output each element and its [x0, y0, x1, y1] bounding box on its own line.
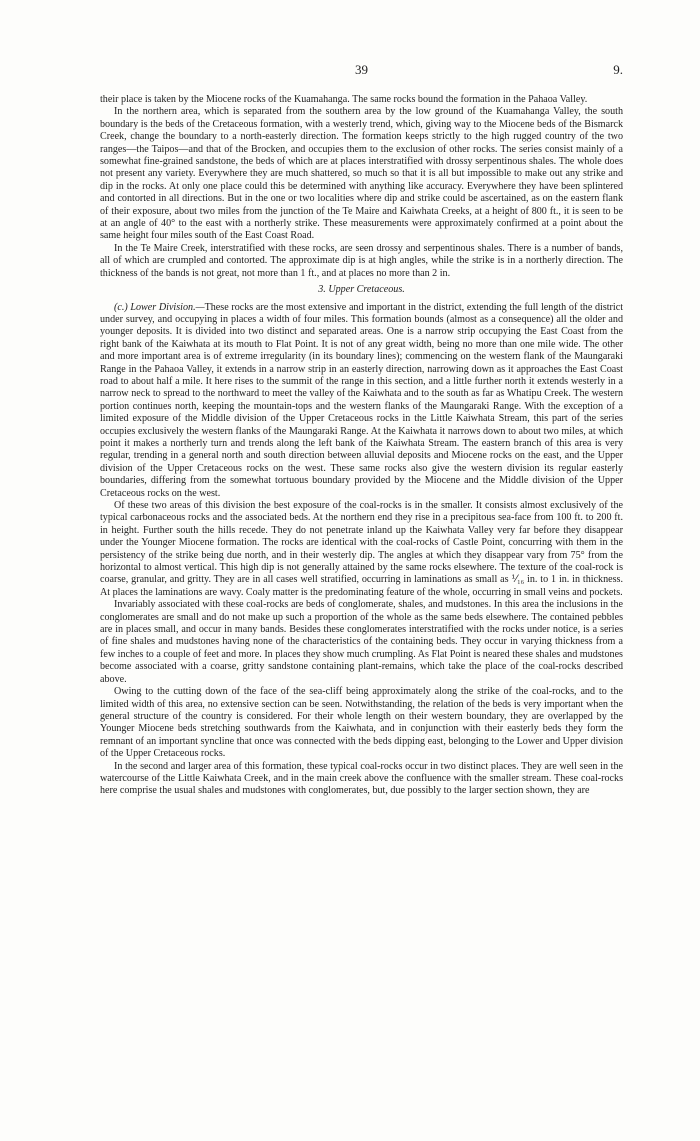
- paragraph: their place is taken by the Miocene rocks of the Kuamahanga. The same rocks bound the formation in the Pahaoa Valley.: [100, 94, 588, 105]
- document-reference: 9.: [613, 62, 623, 77]
- paragraph: Owing to the cutting down of the face of the sea-cliff being approximately along the strike of the coal-rocks, and to the limited width of this area, no extensive section can be seen. Notwithstanding, the relation of the beds is very important when the general structure of the country is considered. For their whole length on their western boundary, they are overlapped by the Younger Miocene beds stretching southwards from the Kaiwhata, and in conjunction with their easterly beds they form the remnant of an important syncline that once was connected with the beds dipping east, belonging to the Lower and Upper division of the Upper Cretaceous rocks.: [100, 686, 623, 760]
- subsection-label: (c.) Lower Division.—: [114, 301, 205, 313]
- section-heading: [100, 284, 623, 296]
- paragraph: In the Te Maire Creek, interstratified with these rocks, are seen drossy and serpentinous shales. There is a number of bands, all of which are crumpled and contorted. The approximate dip is at high angles, while the strike is in a northerly direction. The thickness of the bands is not great, not more than 1 ft., and at places no more than 2 in.: [100, 242, 623, 279]
- paragraph: [100, 302, 623, 501]
- paragraph: In the second and larger area of this formation, these typical coal-rocks occur in two distinct places. They are well seen in the watercourse of the Little Kaiwhata Creek, and in the main creek above the confluence with the smaller stream. These coal-rocks here comprise the usual shales and mudstones with conglomerates, but, due possibly to the larger section shown, they are: [100, 760, 623, 797]
- page-number: 39: [355, 62, 368, 77]
- paragraph: Of these two areas of this division the best exposure of the coal-rocks is in the smaller. It consists almost exclusively of the typical carbonaceous rocks and the associated beds. At the northern end they rise in a precipitous sea-face from 100 ft. to 200 ft. in height. Further south the hills recede. They do not penetrate inland up the Kaiwhata Valley very far before they disappear under the Younger Miocene formation. The rocks are identical with the coal-rocks of Castle Point, concurring with them in the persistency of the strike being due north, and in their westerly dip. The angles at which they disappear vary from 75° from the horizontal to almost vertical. This high dip is not generally attained by the same rocks elsewhere. The texture of the coal-rock is coarse, granular, and gritty. They are in all cases well stratified, occurring in laminations as small as ⅟₁₆ in. to 1 in. in thickness. At places the laminations are wavy. Coaly matter is the predominating feature of the whole, occurring in small veins and pockets.: [100, 500, 623, 598]
- paragraph-text: These rocks are the most extensive and important in the district, extending the full length of the district under survey, and occupying in places a width of four miles. This formation bounds (almost as a consequence) all the older and younger deposits. It is divided into two distinct and separated areas. One is a narrow strip occupying the East Coast from the right bank of the Kaiwhata at its mouth to Flat Point. It is not of any great width, being no more than one mile wide. The other and more important area is of extreme irregularity (in its boundary lines); commencing on the western flank of the Maungaraki Range in the Pahaoa Valley, it extends in a narrow strip in an easterly direction, narrowing down as it approaches the East Coast road to about half a mile. It here rises to the summit of the range in this section, and a little further north it extends westerly in a narrow neck to spread to the northward to meet the valley of the Kaiwhata and to the south as far as Whatipu Creek. The western portion continues north, keeping the mountain-tops and the western flanks of the Maungaraki Range. With the exception of a limited exposure of the Middle division of the Upper Cretaceous rocks in the Little Kaiwhata Stream, this part of the series occupies exclusively the western flanks of the Maungaraki Range. At the Kaiwhata it narrows down to about two miles, at which point it makes a northerly turn and trends along the left bank of the Kaiwhata Stream. The eastern branch of this area is very regular, trending in a general north and south direction between alluvial deposits and Miocene rocks on the east, and the Upper division of the Upper Cretaceous rocks on the west. These same rocks also give the western division its regular easterly boundaries, differing from the somewhat tortuous boundary provided by the Miocene and the Middle division of the Upper Cretaceous rocks on the west.: [100, 301, 624, 499]
- section-number: 3.: [318, 284, 326, 296]
- body-text: [100, 94, 623, 798]
- paragraph: In the northern area, which is separated from the southern area by the low ground of the Kuamahanga Valley, the south boundary is the beds of the Cretaceous formation, with a westerly trend, which, giving way to the Miocene beds of the Bismarck Creek, change the boundary to a north-easterly direction. The formation keeps strictly to the high rugged country of the two ranges—the Taipos—and that of the Brocken, and occupies them to the exclusion of other rocks. The series consist mainly of a somewhat fine-grained sandstone, the beds of which are at places interstratified with drossy serpentinous shales. The whole does not present any variety. Everywhere they are much shattered, so much so that it is all but impossible to make out any strike and dip in the rocks. At only one place could this be determined with anything like accuracy. Everywhere they have been splintered and contorted in all directions. But in the one or two localities where dip and strike could be ascertained, as on the eastern flank of their exposure, about two miles from the junction of the Te Maire and Kaiwhata Creeks, at a height of 800 ft., it is seen to be at an angle of 40° to the east with a northerly strike. These measurements were approximately confirmed at a point about the same height four miles south of the East Coast Road.: [100, 106, 623, 242]
- paragraph: Invariably associated with these coal-rocks are beds of conglomerate, shales, and mudstones. In this area the inclusions in the conglomerates are small and do not make up such a proportion of the whole as the same beds elsewhere. The contained pebbles are in places small, and occur in many bands. Besides these conglomerates interstratified with the rocks under notice, is a series of fine shales and mudstones having none of the characteristics of the containing beds. They occur in varying thickness from a few inches to a couple of feet and more. In places they show much crumpling. As Flat Point is neared these shales and mudstones become associated with a coarse, gritty sandstone containing plant-remains, which take the place of the coal-rocks described above.: [100, 599, 623, 685]
- page-header: [100, 62, 623, 78]
- section-title: Upper Cretaceous.: [328, 284, 405, 296]
